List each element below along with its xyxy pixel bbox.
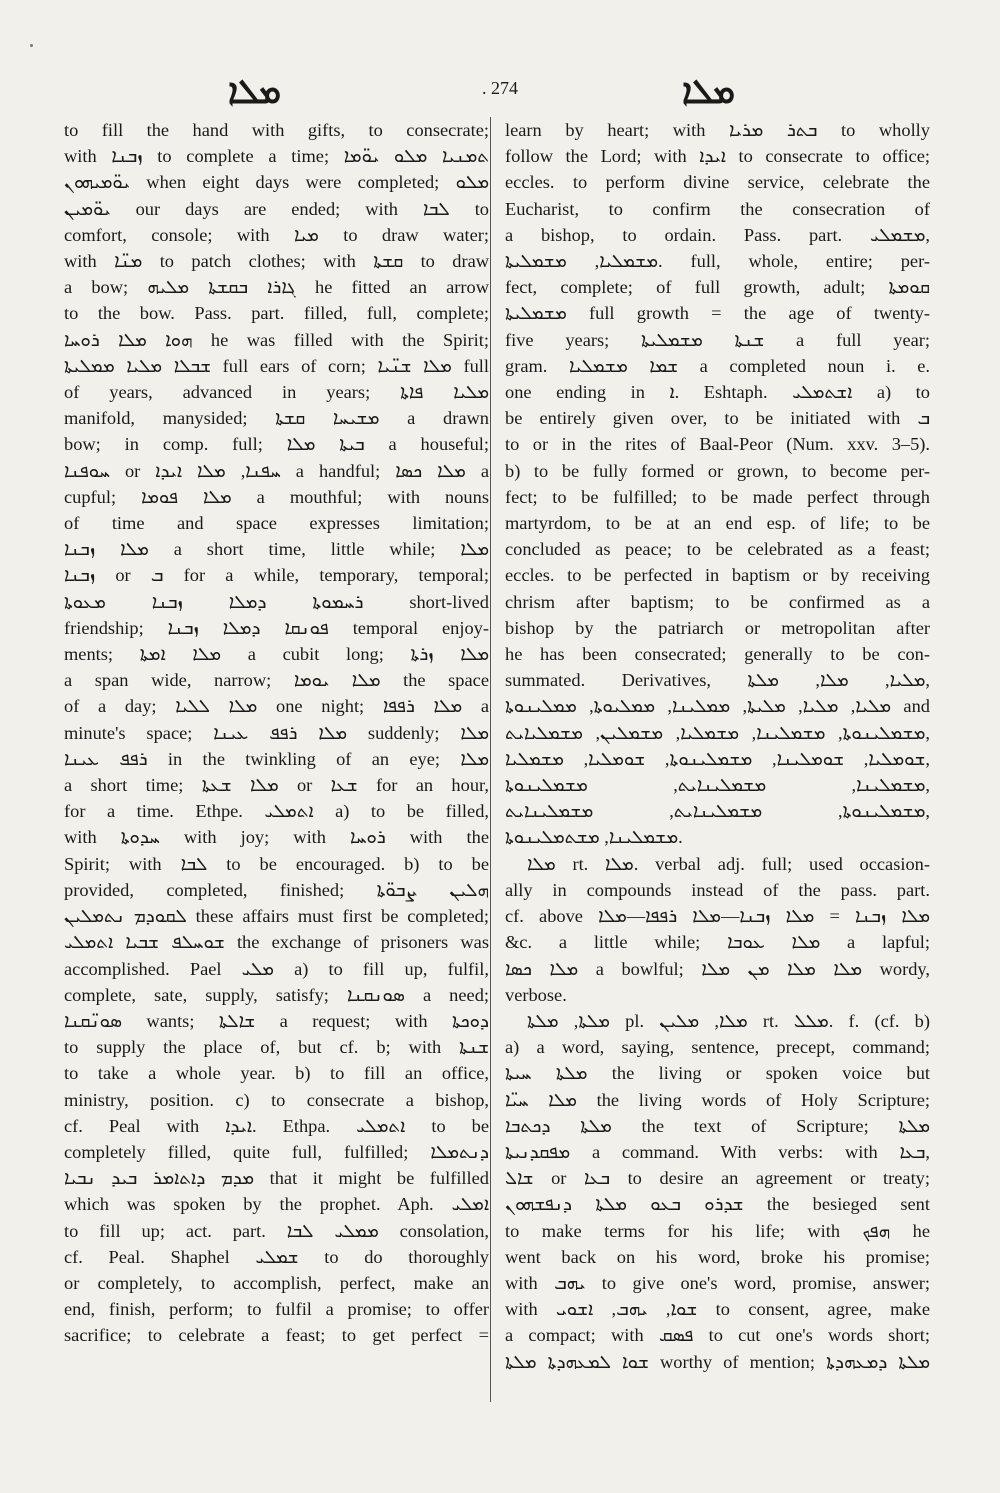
text-line: ܡܠܝܐ, ܡܠܝܐ, ܡܠܝܬܐ, ܡܡܠܝܢܐ, ܡܡܠܝܘܬܐ, ܡܡܠܝܢܘܬܐ and: [505, 696, 930, 717]
text-line: to supply the place of, but cf. b; with ܫܢܬܐ: [64, 1037, 489, 1058]
text-line: or completely, to accomplish, perfect, make an: [64, 1272, 489, 1293]
text-line: of a day; ܡܠܐ ܠܠܝܐ one night; ܡܠܐ ܪܦܦܐ a: [64, 696, 489, 717]
text-line: a compact; with ܦܣܩ to cut one's words short;: [505, 1325, 930, 1346]
text-line: with ܡܢ̈ܐ to patch clothes; with ܩܫܬܐ to draw: [64, 251, 489, 272]
text-line: ܡܫܡܠܝܢܐ, ܡܫܡܠܝܢܐܝܬ, ܡܫܡܠܝܢܘܬܐ,: [505, 775, 930, 796]
text-line: completely filled, quite full, fulfilled; ܕܢܬܡܠܐ: [64, 1141, 489, 1162]
text-line: eccles. to perform divine service, celebrate the: [505, 172, 930, 193]
text-line: complete, sate, supply, satisfy; ܣܘܢܩܢܐ a need;: [64, 984, 489, 1005]
text-line: ܡܫܡܠܝܢܘܬܐ, ܡܫܡܠܝܢܐܝܬ, ܡܫܡܠܝܢܐܝܬ,: [505, 801, 930, 822]
text-line: eccles. to be perfected in baptism or by receiving: [505, 565, 930, 586]
text-line: to take a whole year. b) to fill an office,: [64, 1063, 489, 1084]
text-line: with ܫܘܐ, ܝܗܒ, ܐܫܘܝ to consent, agree, make: [505, 1299, 930, 1320]
text-line: one ending in ܐ. Eshtaph. ܐܫܬܡܠܝ a) to: [505, 382, 930, 403]
text-line: comfort, console; with ܡܝܐ to draw water;: [64, 224, 489, 245]
text-line: learn by heart; with ܒܬܪ ܡܪܝܐ to wholly: [505, 120, 930, 140]
text-line: he has been consecrated; generally to be con-: [505, 644, 930, 665]
text-line: ments; ܡܠܐ ܐܡܬܐ a cubit long; ܡܠܐ ܙܪܬܐ: [64, 644, 489, 665]
text-line: ܡܠܬܐ ܕܟܬܒܐ the text of Scripture; ܡܠܬܐ: [505, 1115, 930, 1136]
text-line: summated. Derivatives, ܡܠܝܐ, ܡܠܐ, ܡܠܬܐ,: [505, 670, 930, 691]
text-line: ܫܘܡܠܝܐ, ܫܘܡܠܝܢܐ, ܡܫܡܠܝܢܘܬܐ, ܫܘܡܠܝܐ, ܡܫܡܠܝܐ,: [505, 748, 930, 769]
text-line: a short time; ܡܠܐ ܫܥܬܐ or ܫܥܐ for an hour,: [64, 775, 489, 796]
text-line: of time and space expresses limitation;: [64, 513, 489, 534]
text-line: ܡܫܡܠܝܬܐ full growth = the age of twenty-: [505, 303, 930, 324]
text-line: ܝܘ̈ܡܝܢ our days are ended; with ܠܒܐ to: [64, 198, 489, 219]
text-line: chrism after baptism; to be confirmed as a: [505, 591, 930, 612]
text-line: manifold, manysided; ܡܫܝܚܐ ܩܫܬܐ a drawn: [64, 408, 489, 429]
text-line: ܡܫܡܠܝܐ, ܡܫܡܠܝܬܐ. full, whole, entire; per-: [505, 251, 930, 272]
text-line: ܫܕܪܘ ܒܥܘ ܡܠܬܐ ܕܢܦܫܗܘܢ the besieged sent: [505, 1194, 930, 1215]
text-line: ministry, position. c) to consecrate a bishop,: [64, 1089, 489, 1110]
text-line: with ܝܗܒ to give one's word, promise, answer;: [505, 1272, 930, 1293]
column-divider: [490, 117, 491, 1402]
text-line: friendship; ܦܘܢܩܐ ܕܡܠܐ ܙܒܢܐ temporal enjoy-: [64, 617, 489, 638]
text-line: ܫܘܐ ܠܡܥܗܕܬܐ ܡܠܬܐ worthy of mention; ܡܠܬܐ ܕܡܥܗܕܬܐ: [505, 1351, 930, 1372]
text-line: Eucharist, to confirm the consecration of: [505, 198, 930, 219]
text-line: ܙܒܢܐ or ܒ for a while, temporary, temporal;: [64, 565, 489, 586]
text-line: ܡܠܬܐ ܚܝܬܐ the living or spoken voice but: [505, 1063, 930, 1084]
text-line: gram. ܫܡܐ ܡܫܡܠܝܐ a completed noun i. e.: [505, 355, 930, 376]
text-line: ܠܩܘܕܡ ܢܬܡܠܝܢ these affairs must first be completed;: [64, 906, 489, 927]
text-line: bishop by the patriarch or metropolitan after: [505, 617, 930, 638]
text-line: &c. a little while; ܡܠܐ ܥܘܒܐ a lapful;: [505, 932, 930, 953]
text-line: a bishop, to ordain. Pass. part. ܡܫܡܠܝ,: [505, 224, 930, 245]
header-left-word: ܡܠܐ: [228, 72, 282, 112]
text-line: ܚܘܦܢܐ or ܚܦܢܐ, ܡܠܐ ܐܝܕܐ a handful; ܡܠܐ ܟܣܐ a: [64, 460, 489, 481]
text-line: ܡܦܩܕܢܝܬܐ a command. With verbs: with ܒܥܐ,: [505, 1141, 930, 1162]
text-line: bow; in comp. full; ܒܝܬܐ ܡܠܐ a houseful;: [64, 434, 489, 455]
text-line: a bow; ܓܐܪܐ ܒܩܫܬܐ ܡܠܝܗ he fitted an arrow: [64, 277, 489, 298]
text-line: Spirit; with ܠܒܐ to be encouraged. b) to be: [64, 853, 489, 874]
text-line: fect, complete; of full growth, adult; ܩܘܡܬܐ: [505, 277, 930, 298]
text-line: ܗܘܐ ܡܠܐ ܪܘܚܐ he was filled with the Spirit;: [64, 329, 489, 350]
text-line: minute's space; ܡܠܐ ܪܦܦ ܥܝܢܐ suddenly; ܡܠܐ: [64, 722, 489, 743]
text-line: ܫܘܚܠܦ ܫܒܝܐ ܐܬܡܠܝ the exchange of prisoners was: [64, 932, 489, 953]
text-line: sacrifice; to celebrate a feast; to get perfect =: [64, 1325, 489, 1346]
text-line: cf. above ܡܠܐ ܙܒܢܐ = ܡܠܐ ܙܒܢܐ—ܡܠܐ ܪܦܦܐ—ܡܠܐ: [505, 906, 930, 927]
text-line: ܡܠܐ rt. ܡܠܐ. verbal adj. full; used occasion-: [527, 853, 930, 874]
text-line: five years; ܫܢܬܐ ܡܫܡܠܝܬܐ a full year;: [505, 329, 930, 350]
text-line: ܡܫܡܠܝܢܐ, ܡܫܬܡܠܝܢܘܬܐ.: [505, 827, 683, 848]
text-line: ܡܠܐ ܟܣܐ a bowlful; ܡܠܐ ܡܠܐ ܡܢ ܡܠܐ wordy,: [505, 958, 930, 979]
text-line: ܡܠܐ ܚܝ̈ܐ the living words of Holy Scripture;: [505, 1089, 930, 1110]
text-line: ܝܘ̈ܡܝܗܘܢ when eight days were completed; ܡܠܘ: [64, 172, 489, 193]
text-line: provided, completed, finished; ܗܠܝܢ ܨܒܘ̈ܬܐ: [64, 879, 489, 900]
text-line: to make terms for his life; with ܗܦܟ he: [505, 1220, 930, 1241]
text-line: martyrdom, to be at an end esp. of life; to be: [505, 513, 930, 534]
text-line: a span wide, narrow; ܡܠܐ ܝܘܡܐ the space: [64, 670, 489, 691]
text-line: with ܙܒܢܐ to complete a time; ܬܡܢܝܐ ܡܠܘ ܝܘ̈ܡܐ: [64, 146, 489, 167]
text-line: cupful; ܡܠܐ ܦܘܡܐ a mouthful; with nouns: [64, 486, 489, 507]
text-line: ܪܦܦ ܥܝܢܐ in the twinkling of an eye; ܡܠܐ: [64, 748, 489, 769]
page-number: . 274: [482, 78, 518, 98]
text-line: follow the Lord; with ܐܝܕܐ to consecrate to office;: [505, 146, 930, 167]
text-line: ܪܚܡܘܬܐ ܕܡܠܐ ܙܒܢܐ ܡܥܘܬܐ short-lived: [64, 591, 489, 612]
text-line: concluded as peace; to be celebrated as a feast;: [505, 539, 930, 560]
text-line: verbose.: [505, 984, 567, 1005]
page-speck: [30, 44, 33, 47]
text-line: b) to be fully formed or grown, to become per-: [505, 460, 930, 481]
text-line: ܡܫܡܠܝܢܘܬܐ, ܡܫܡܠܝܢܐ, ܡܫܡܠܝܐ, ܡܫܡܠܝܢ, ܡܫܡܠܝܐܝܬ,: [505, 722, 930, 743]
text-line: ܫܒܠܐ ܡܠܝܐ ܡܡܠܝܬܐ full ears of corn; ܡܠܐ ܫܢ̈ܝܐ full: [64, 355, 489, 376]
text-line: with ܚܕܘܬܐ with joy; with ܪܘܚܐ with the: [64, 827, 489, 848]
text-line: for a time. Ethpe. ܐܬܡܠܝ a) to be filled,: [64, 801, 489, 822]
text-line: ܡܕܡ ܕܐܬܐܡܪ ܒܝܕ ܢܒܝܐ that it might be fulfilled: [64, 1168, 489, 1189]
header-right-word: ܡܠܐ: [682, 72, 736, 112]
text-line: ܣܘܢ̈ܩܢܐ wants; ܫܐܠܬܐ a request; with ܕܘܟܬܐ: [64, 1010, 489, 1031]
text-line: which was spoken by the prophet. Aph. ܐܡܠܝ: [64, 1194, 489, 1215]
text-line: to fill the hand with gifts, to consecrate;: [64, 120, 489, 140]
text-line: to or in the rites of Baal-Peor (Num. xxv. 3–5).: [505, 434, 930, 455]
text-line: be entirely given over, to be initiated with ܒ: [505, 408, 930, 429]
text-line: cf. Peal. Shaphel ܫܡܠܝ to do thoroughly: [64, 1246, 489, 1267]
right-column: [505, 117, 930, 1417]
text-line: went back on his word, broke his promise;: [505, 1246, 930, 1267]
text-line: of years, advanced in years; ܡܠܝܐ ܦܐܬܐ: [64, 382, 489, 403]
page-header: [60, 72, 940, 112]
text-line: to the bow. Pass. part. filled, full, complete;: [64, 303, 489, 324]
text-line: fect; to be fulfilled; to be made perfect through: [505, 486, 930, 507]
text-line: ally in compounds instead of the pass. part.: [505, 879, 930, 900]
text-line: ܡܠܬܐ, ܡܠܬܐ pl. ܡܠܐ, ܡܠܝܢ rt. ܡܠܠ. f. (cf. b): [527, 1010, 930, 1031]
text-line: ܡܠܐ ܙܒܢܐ a short time, little while; ܡܠܐ: [64, 539, 489, 560]
text-line: ܫܐܠ or ܒܥܐ to desire an agreement or treaty;: [505, 1168, 930, 1189]
text-line: to fill up; act. part. ܡܡܠܝ ܠܒܐ consolation,: [64, 1220, 489, 1241]
text-line: accomplished. Pael ܡܠܝ a) to fill up, fulfil,: [64, 958, 489, 979]
left-column: [64, 117, 489, 1417]
text-line: a) a word, saying, sentence, precept, command;: [505, 1037, 930, 1058]
text-line: cf. Peal with ܐܝܕܐ. Ethpa. ܐܬܡܠܝ to be: [64, 1115, 489, 1136]
text-line: end, finish, perform; to fulfil a promise; to offer: [64, 1299, 489, 1320]
